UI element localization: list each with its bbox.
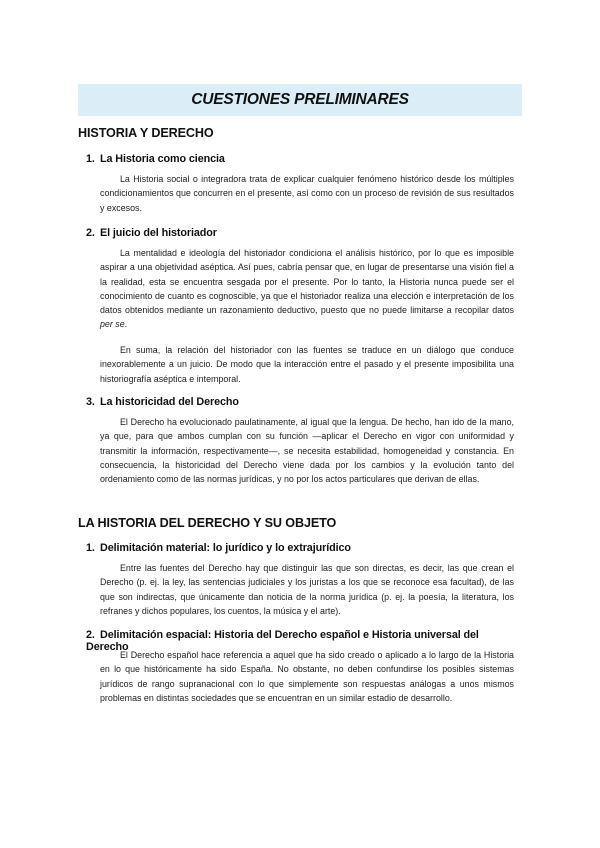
section-heading: HISTORIA Y DERECHO — [78, 126, 214, 140]
paragraph: En suma, la relación del historiador con las fuentes se traduce en un diálogo que conduce inexorablemente a un juicio. De modo que la interacción entre el pasado y el presente imposibilita una historiografía aséptica e intemporal. — [100, 345, 514, 384]
subsection-heading: 2. Delimitación espacial: Historia del Derecho español e Historia universal del Derecho — [86, 629, 479, 653]
subsection-heading: 1. La Historia como ciencia — [86, 153, 225, 165]
subsection-heading: 1. Delimitación material: lo jurídico y lo extrajurídico — [86, 542, 351, 554]
document-page — [78, 84, 522, 703]
italic-term: per se — [100, 319, 125, 330]
title-banner — [78, 84, 522, 116]
section-heading: LA HISTORIA DEL DERECHO Y SU OBJETO — [78, 516, 337, 530]
paragraph: La mentalidad e ideología del historiador condiciona el análisis histórico, por lo que es imposible aspirar a una objetividad aséptica. Así pues, cabría pensar que, en lugar de presentarse una visión fiel a la realidad, esta se encuentra sesgada por el presente. Por lo tanto, la Historia nunca puede ser el conocimiento de cuanto es cognoscible, ya que el historiador realiza una elección e interpretación de los datos obtenidos mediante un razonamiento deductivo, puesto que no puede limitarse a recopilar datos per se. — [100, 248, 514, 330]
subsection-heading: 3. La historicidad del Derecho — [86, 396, 239, 408]
paragraph: El Derecho ha evolucionado paulatinamente, al igual que la lengua. De hecho, han ido de la mano, ya que, para que ambos cumplan con su función —aplicar el Derecho en vigor con uniformidad y transmitir la información, respectivamente—, se necesita estabilidad, homogeneidad y constancia. En consecuencia, la historicidad del Derecho viene dada por los cambios y la evolución tanto del ordenamiento como de las normas jurídicas, y no por los actos particulares que derivan de ellas. — [100, 417, 514, 485]
paragraph: La Historia social o integradora trata de explicar cualquier fenómeno histórico desde los múltiples condicionamientos que concurren en el presente, así como con un proceso de revisión de sus resultados y excesos. — [100, 174, 514, 213]
subsection-heading: 2. El juicio del historiador — [86, 227, 217, 239]
page-title: CUESTIONES PRELIMINARES — [191, 91, 409, 108]
paragraph: El Derecho español hace referencia a aquel que ha sido creado o aplicado a lo largo de la Historia en lo que históricamente ha sido España. No obstante, no deben confundirse los posibles sistemas jurídicos de rango supranacional con lo que simplemente son respuestas análogas a unos mismos problemas en distintas sociedades que se encuentran en un similar estadio de desarrollo. — [100, 650, 514, 703]
paragraph: Entre las fuentes del Derecho hay que distinguir las que son directas, es decir, las que crean el Derecho (p. ej. la ley, las sentencias judiciales y los juristas a los que se reconoce esa facultad), de las que son indirectas, que únicamente dan noticia de la norma jurídica (p. ej. la poesía, la literatura, los refranes y dichos populares, los cuentos, la música y el arte). — [100, 563, 514, 616]
